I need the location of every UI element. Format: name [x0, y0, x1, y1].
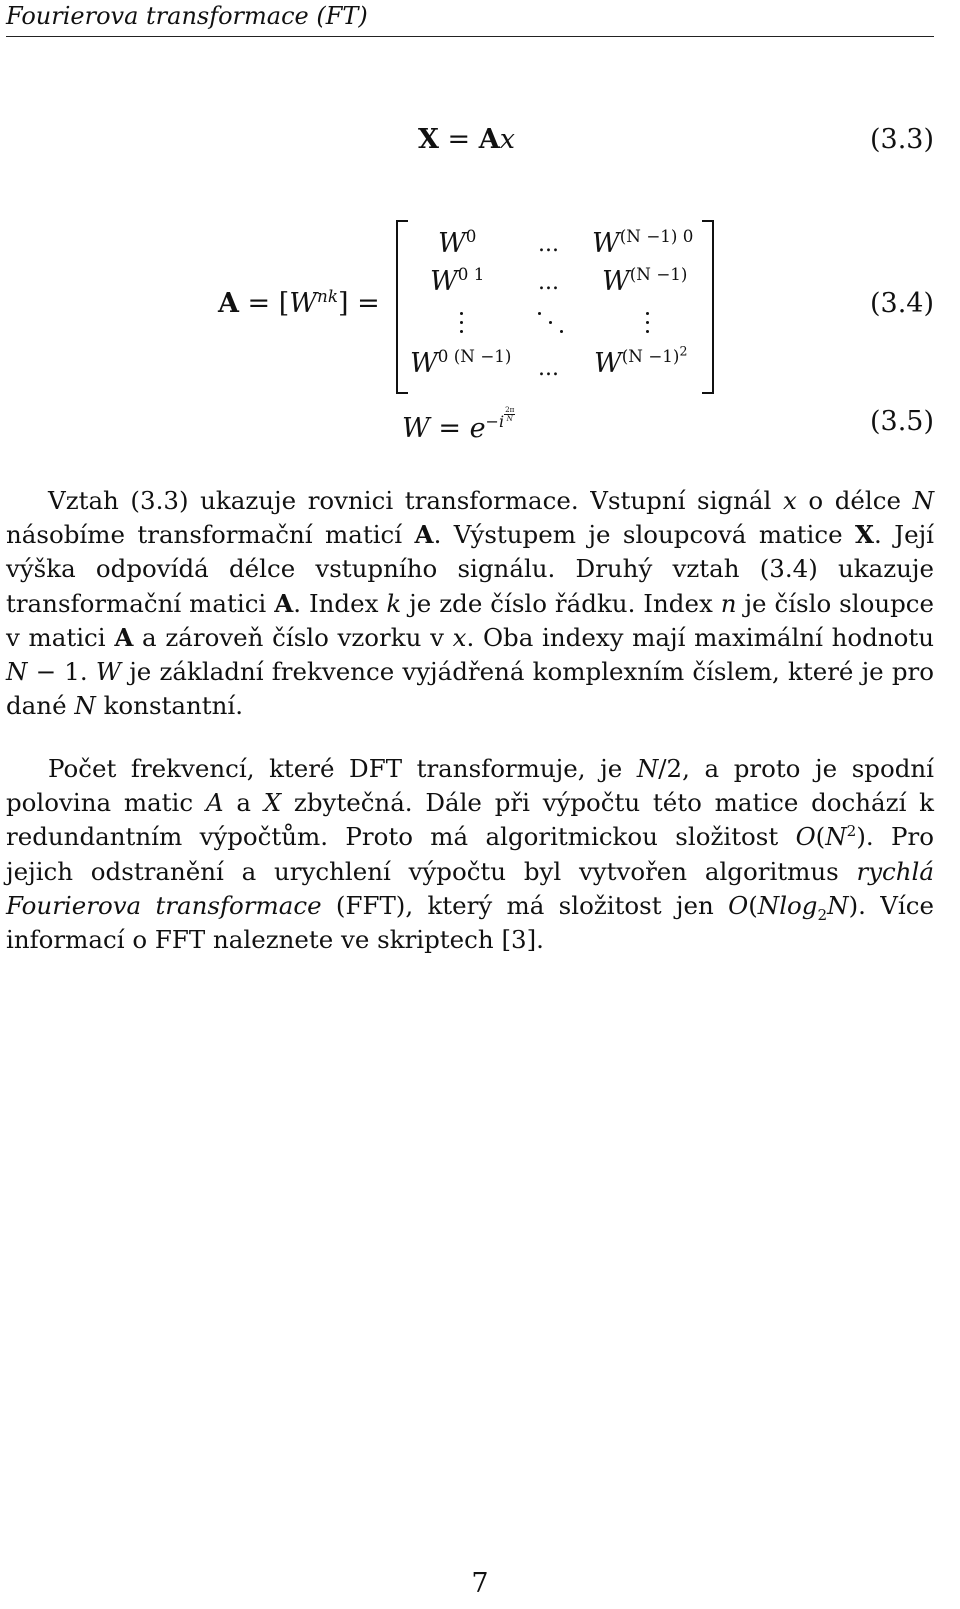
- eq2-lhs-end: ] =: [337, 288, 380, 319]
- matrix-cell-r4c3: $W^{(N -1)^2}$: [594, 343, 688, 379]
- matrix-cell-r1c2: ...: [538, 232, 559, 257]
- header-title: Fourierova transformace (FT): [6, 2, 368, 30]
- eq3-lhs: W: [402, 413, 430, 445]
- eq3-exponent: −i 2π N: [485, 405, 515, 432]
- eq1-rhs-matrix: A: [478, 124, 500, 155]
- matrix-cell-r1c1: $W^0$: [438, 226, 477, 259]
- matrix-cell-r2c1: $W^{0 1}$: [430, 264, 485, 297]
- eq1-rhs-vector: x: [499, 124, 515, 155]
- matrix-vdots-col1: [460, 312, 464, 339]
- eq2-lhs-mid: = [: [238, 288, 290, 319]
- matrix-right-bracket: [702, 220, 714, 394]
- matrix-cell-r4c2: ...: [538, 356, 559, 381]
- transform-matrix: [396, 220, 714, 392]
- equation-number: (3.3): [869, 124, 934, 155]
- eq1-lhs: X: [418, 124, 439, 155]
- equation-number: (3.5): [869, 406, 934, 437]
- eq3-base: e: [469, 413, 486, 445]
- eq2-lhs-w: W: [289, 288, 318, 319]
- equation-number: (3.4): [869, 288, 934, 319]
- paragraph-2: Počet frekvencí, které DFT transformuje, je N/2, a proto je spodní polovina matic A a X zbytečná. Dále při výpočtu této matice dochází k redundantním výpočtům. Proto má algoritmickou složitost $O(N^2)$. Pro jejich odstranění a urychlení výpočtu byl vytvořen algoritmus rychlá Fourierova transformace (FFT), který má složitost jen O(Nlog$_2$N). Více informací o FFT naleznete ve skriptech [3].: [6, 754, 935, 955]
- matrix-cell-r4c1: $W^{0 (N -1)}$: [410, 346, 512, 379]
- eq2-lhs-sup: nk: [317, 286, 338, 306]
- eq2-lhs-matrix: A: [218, 288, 239, 319]
- eq1-eqsign: =: [438, 124, 479, 155]
- matrix-cell-r1c3: $W^{(N -1) 0}$: [592, 226, 694, 259]
- page-number: 7: [471, 1568, 489, 1599]
- matrix-left-bracket: [396, 220, 408, 394]
- running-header: [6, 0, 934, 37]
- matrix-vdots-col3: [646, 312, 650, 339]
- paragraph-1: Vztah (3.3) ukazuje rovnici transformace. Vstupní signál x o délce N násobíme transformační maticí A. Výstupem je sloupcová matice X. Její výška odpovídá délce vstupního signálu. Druhý vztah (3.4) ukazuje transformační matici A. Index k je zde číslo řádku. Index n je číslo sloupce v matici A a zároveň číslo vzorku v x. Oba indexy mají maximální hodnotu N − 1. W je základní frekvence vyjádřená komplexním číslem, které je pro dané N konstantní.: [6, 486, 935, 721]
- matrix-cell-r2c2: ...: [538, 270, 559, 295]
- eq3-eqsign: =: [429, 413, 470, 445]
- matrix-cell-r2c3: $W^{(N -1)}$: [602, 264, 688, 297]
